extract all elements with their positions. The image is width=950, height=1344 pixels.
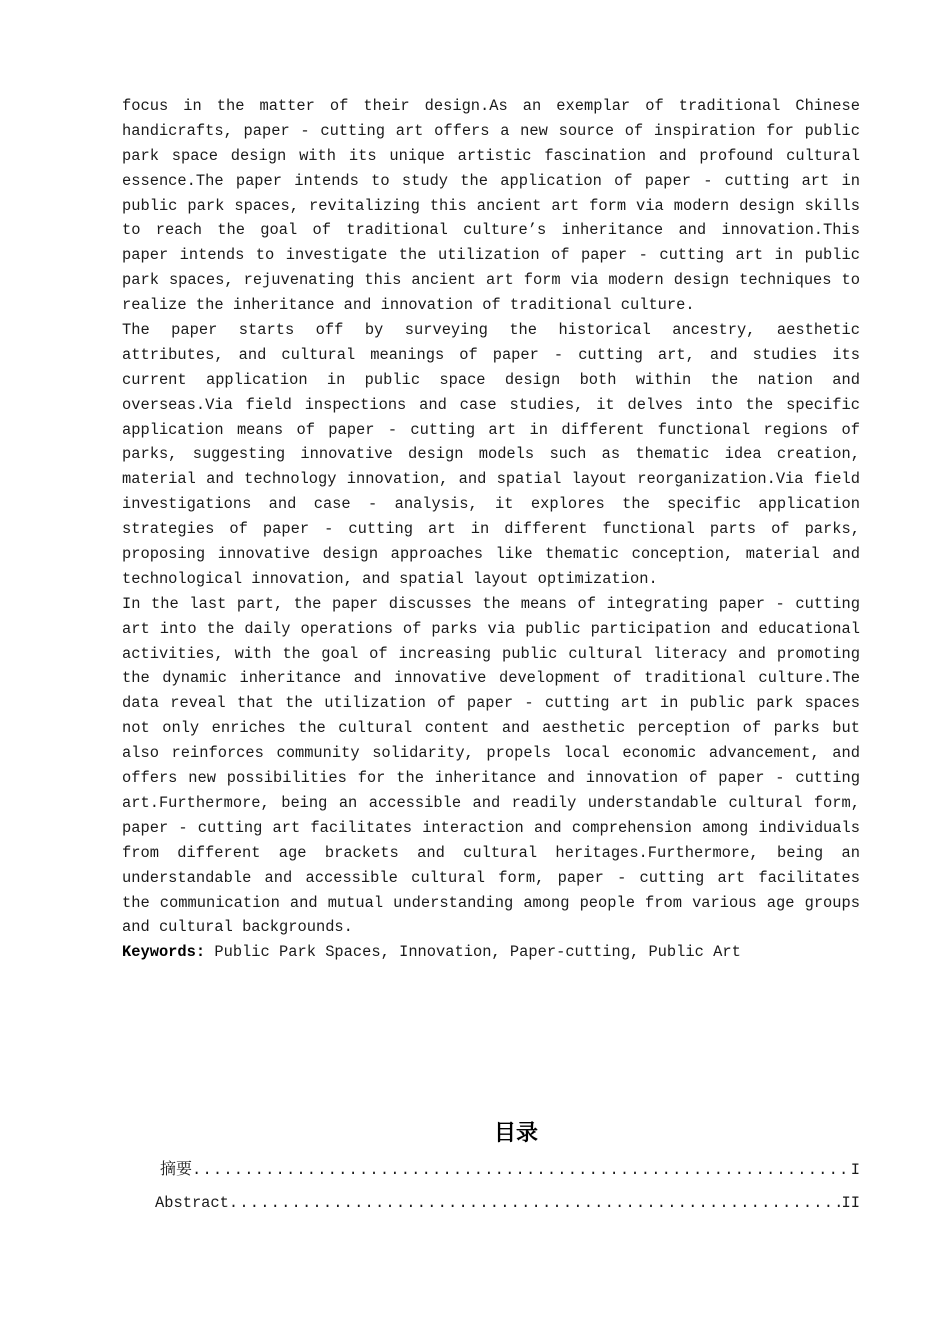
text-line: In the last part, the paper discusses the means of integrating paper - cutting — [122, 594, 860, 613]
toc-entry-abstract-cn[interactable] — [160, 1156, 860, 1179]
toc-leader-dots — [229, 1194, 842, 1212]
text-line: technological innovation, and spatial layout optimization. — [122, 569, 658, 588]
text-line: paper - cutting art facilitates interaction and comprehension among individuals — [122, 818, 860, 837]
text-line: public park spaces, revitalizing this ancient art form via modern design skills — [122, 196, 860, 215]
keywords-label: Keywords: — [122, 943, 206, 962]
text-line: also reinforces community solidarity, propels local economic advancement, and — [122, 744, 860, 763]
text-line: attributes, and cultural meanings of paper - cutting art, and studies its — [122, 345, 860, 364]
toc-entry-abstract-en[interactable] — [155, 1194, 860, 1212]
text-line: not only enriches the cultural content and aesthetic perception of parks but — [122, 719, 860, 738]
text-line: overseas.Via field inspections and case studies, it delves into the specific — [122, 395, 860, 414]
keywords-value: Public Park Spaces, Innovation, Paper-cutting, Public Art — [205, 943, 741, 962]
text-line: understandable and accessible cultural form, paper - cutting art facilitates — [122, 868, 860, 887]
text-line: offers new possibilities for the inheritance and innovation of paper - cutting — [122, 769, 860, 788]
text-line: The paper starts off by surveying the historical ancestry, aesthetic — [122, 321, 860, 340]
text-line: paper intends to investigate the utilization of paper - cutting art in public — [122, 246, 860, 265]
abstract-body — [122, 94, 860, 965]
toc-entry-page: I — [850, 1161, 860, 1179]
text-line: essence.The paper intends to study the application of paper - cutting art in — [122, 171, 860, 190]
text-line: application means of paper - cutting art in different functional regions of — [122, 420, 860, 439]
toc-entry-label: 摘要 — [160, 1159, 193, 1178]
text-line: parks, suggesting innovative design models such as thematic idea creation, — [122, 445, 860, 464]
text-line: the dynamic inheritance and innovative development of traditional culture.The — [122, 669, 860, 688]
text-line: proposing innovative design approaches like thematic conception, material and — [122, 545, 860, 564]
text-line: park space design with its unique artistic fascination and profound cultural — [122, 146, 860, 165]
toc-entry-page: II — [841, 1194, 860, 1212]
text-line: focus in the matter of their design.As an exemplar of traditional Chinese — [122, 97, 860, 115]
text-line: activities, with the goal of increasing public cultural literacy and promoting — [122, 644, 860, 663]
toc-leader-dots — [192, 1161, 851, 1179]
text-line: and cultural backgrounds. — [122, 918, 353, 937]
text-line: data reveal that the utilization of paper - cutting art in public park spaces — [122, 694, 860, 713]
text-line: realize the inheritance and innovation of traditional culture. — [122, 296, 695, 315]
toc-title: 目录 — [493, 1121, 538, 1146]
text-line: park spaces, rejuvenating this ancient art form via modern design techniques to — [122, 271, 860, 290]
text-line: material and technology innovation, and spatial layout reorganization.Via field — [122, 470, 860, 489]
text-line: from different age brackets and cultural heritages.Furthermore, being an — [122, 843, 860, 862]
text-line: to reach the goal of traditional culture’s inheritance and innovation.This — [122, 221, 860, 240]
text-line: strategies of paper - cutting art in different functional parts of parks, — [122, 520, 860, 539]
toc-entry-label: Abstract — [155, 1194, 229, 1212]
text-line: art.Furthermore, being an accessible and readily understandable cultural form, — [122, 793, 860, 812]
text-line: investigations and case - analysis, it explores the specific application — [122, 495, 860, 514]
text-line: handicrafts, paper - cutting art offers a new source of inspiration for public — [122, 121, 860, 140]
text-line: art into the daily operations of parks via public participation and educational — [122, 619, 860, 638]
text-line: the communication and mutual understanding among people from various age groups — [122, 893, 860, 912]
keywords-line — [122, 940, 860, 965]
text-line: current application in public space design both within the nation and — [122, 370, 860, 389]
